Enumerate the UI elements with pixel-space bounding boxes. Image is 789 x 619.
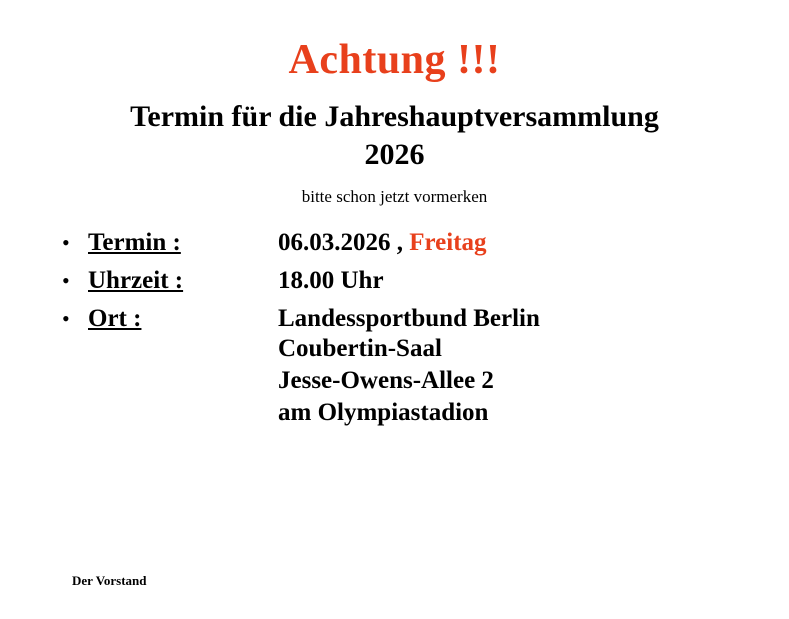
label-uhrzeit: Uhrzeit :	[88, 266, 184, 294]
bullet-icon: •	[62, 229, 70, 255]
subtitle-line-1: Termin für die Jahreshauptversammlung	[130, 100, 659, 133]
value-ort: Landessportbund Berlin	[278, 304, 540, 332]
list-item-ort	[62, 305, 789, 333]
bullet-icon: •	[62, 305, 70, 331]
subtitle	[0, 98, 789, 175]
address-line-1: Coubertin-Saal	[278, 334, 442, 362]
value-termin-weekday: Freitag	[409, 228, 487, 256]
value-termin-date: 06.03.2026 ,	[278, 228, 410, 256]
subtitle-line-2: 2026	[364, 138, 425, 172]
value-uhrzeit: 18.00 Uhr	[278, 266, 384, 294]
value-termin	[278, 229, 487, 257]
label-termin: Termin :	[88, 228, 181, 256]
label-ort: Ort :	[88, 304, 142, 332]
details-list	[0, 229, 789, 427]
address-line-2-row	[62, 367, 789, 395]
announcement-slide	[0, 36, 789, 619]
reminder-note: bitte schon jetzt vormerken	[301, 186, 488, 206]
address-line-3-row	[62, 399, 789, 427]
address-line-2: Jesse-Owens-Allee 2	[278, 366, 494, 394]
address-line-3: am Olympiastadion	[278, 398, 489, 426]
page-title: Achtung !!!	[288, 37, 501, 83]
bullet-icon: •	[62, 267, 70, 293]
list-item-uhrzeit	[62, 267, 789, 295]
signature: Der Vorstand	[72, 573, 147, 588]
list-item-termin	[62, 229, 789, 257]
address-line-1-row	[62, 335, 789, 363]
